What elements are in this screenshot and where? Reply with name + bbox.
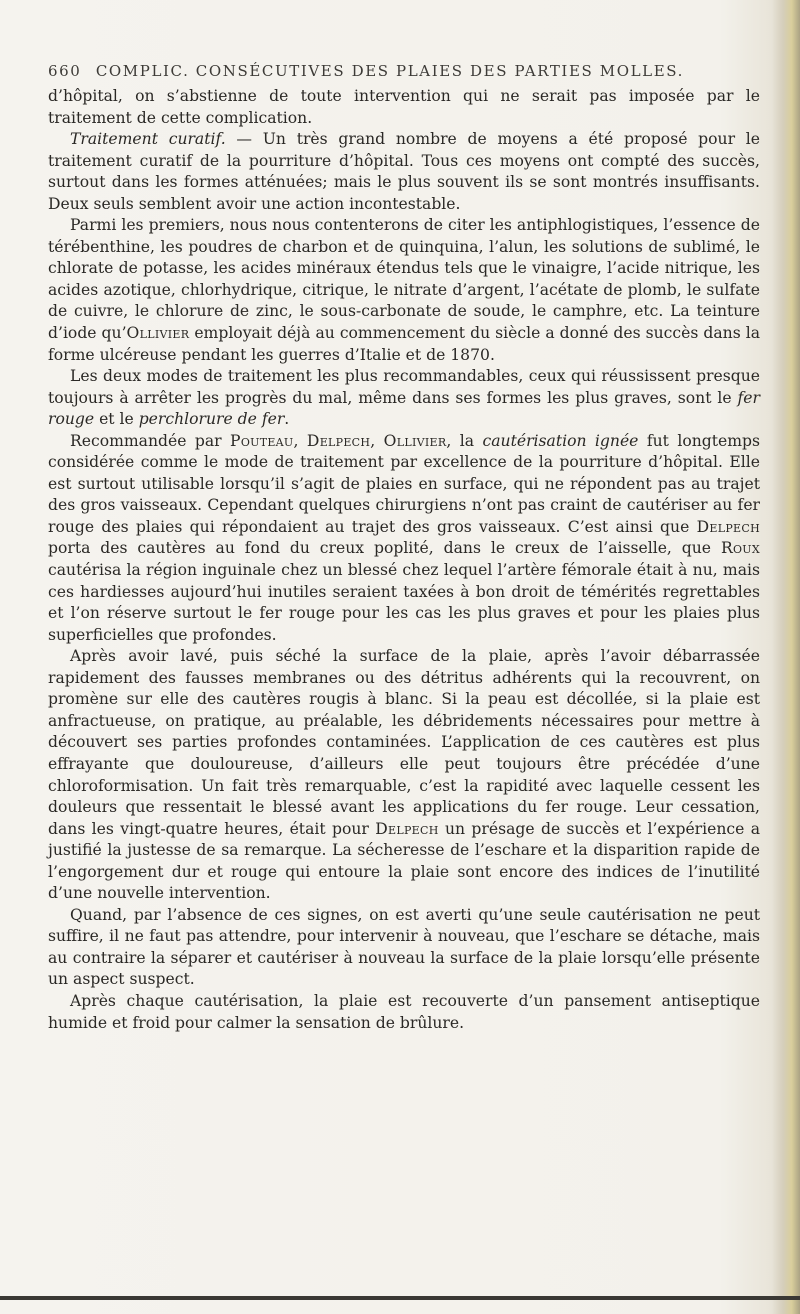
text-run: Recommandée par bbox=[70, 431, 231, 450]
author-name: Ollivier bbox=[383, 431, 447, 450]
author-name: Ollivier bbox=[126, 324, 190, 343]
author-name: Delpech bbox=[306, 431, 371, 450]
paragraph: d’hôpital, on s’abstienne de toute intervention qui ne serait pas imposée par le traitement de cette complication. bbox=[48, 87, 760, 127]
paragraph bbox=[48, 431, 760, 646]
paragraph-treatment bbox=[48, 129, 760, 215]
paragraph bbox=[48, 646, 760, 905]
paragraph bbox=[48, 366, 760, 431]
running-header bbox=[48, 62, 758, 80]
paragraph bbox=[48, 215, 760, 366]
text-run: Parmi les premiers, nous nous contenterons de citer les antiphlogistiques, l’essence de térébenthine, les poudres de charbon et de quinquina, l’alun, les solutions de sublimé, le chlorate de potasse, les acides minéraux étendus tels que le vinaigre, l’acide nitrique, les acides azotique, chlorhydrique, citrique, le nitrate d’argent, l’acétate de plomb, le sulfate de cuivre, le chlorure de zinc, le sous-carbonate de soude, le camphre, etc. La teinture d’iode qu’ bbox=[48, 216, 760, 343]
section-heading: Traitement curatif. bbox=[70, 130, 226, 149]
text-run: un présage de succès et l’expérience a justifié la justesse de sa remarque. La sécheresse de l’eschare et la disparition rapide de l’engorgement dur et rouge qui entoure la plaie sont encore des indices de l’inutilité d’une nouvelle intervention. bbox=[48, 819, 760, 903]
text-run: et le bbox=[94, 410, 139, 429]
paragraph-text: — Un très grand nombre de moyens a été proposé pour le traitement curatif de la pourriture d’hôpital. Tous ces moyens ont compté des succès, surtout dans les formes atténuées; mais le plus souvent ils se sont montrés insuffisants. Deux seuls semblent avoir une action incontestable. bbox=[48, 130, 760, 213]
emphasis: cautérisation ignée bbox=[482, 431, 639, 450]
body-text bbox=[48, 86, 760, 1034]
emphasis: fer rouge bbox=[48, 388, 760, 429]
emphasis: perchlorure de fer bbox=[138, 410, 285, 429]
author-name: Pouteau bbox=[230, 431, 294, 450]
text-run: Les deux modes de traitement les plus recommandables, ceux qui réussissent presque toujours à arrêter les progrès du mal, même dans ses formes les plus graves, sont le bbox=[48, 367, 760, 407]
text-run: porta des cautères au fond du creux poplité, dans le creux de l’aisselle, que bbox=[48, 539, 721, 558]
author-name: Delpech bbox=[375, 819, 439, 838]
text-run: cautérisa la région inguinale chez un blessé chez lequel l’artère fémorale était à nu, mais ces hardiesses aujourd’hui inutiles seraient taxées à bon droit de témérités regrettables et l’on réserve surtout le fer rouge pour les cas les plus graves et pour les plaies plus superficielles que profondes. bbox=[48, 561, 760, 644]
text-run: fut longtemps considérée comme le mode de traitement par excellence de la pourriture d’hôpital. Elle est surtout utilisable lorsqu’il s’agit de plaies en surface, qui ne répondent pas au trajet des gros vaisseaux. Cependant quelques chirurgiens n’ont pas craint de cautériser au fer rouge des plaies qui répondaient au trajet des gros vaisseaux. C’est ainsi que bbox=[48, 431, 761, 536]
page-gutter-shadow bbox=[772, 0, 800, 1314]
author-name: Roux bbox=[720, 539, 760, 558]
text-run: . bbox=[284, 410, 290, 429]
author-name: Delpech bbox=[696, 517, 760, 536]
text-run: , bbox=[293, 431, 307, 450]
text-run: Après avoir lavé, puis séché la surface de la plaie, après l’avoir débarrassée rapidement des fausses membranes ou des détritus adhérents qui la recouvrent, on promène sur elle des cautères rougis à blanc. Si la peau est décollée, si la plaie est anfractueuse, on pratique, au préalable, les débridements nécessaires pour mettre à découvert ses parties profondes contaminées. L’application de ces cautères est plus effrayante que douloureuse, d’ailleurs elle peut toujours être précédée d’une chloroformisation. Un fait très remarquable, c’est la rapidité avec laquelle cessent les douleurs que ressentait le blessé avant les applications du fer rouge. Leur cessation, dans les vingt-quatre heures, était pour bbox=[48, 647, 760, 838]
paragraph: Quand, par l’absence de ces signes, on est averti qu’une seule cautérisation ne peut suffire, il ne faut pas attendre, pour intervenir à nouveau, que l’eschare se détache, mais au contraire la séparer et cautériser à nouveau la surface de la plaie lorsqu’elle présente un aspect suspect. bbox=[48, 905, 760, 989]
running-title: COMPLIC. CONSÉCUTIVES DES PLAIES DES PARTIES MOLLES. bbox=[95, 62, 684, 80]
page-bottom-edge bbox=[0, 1296, 800, 1300]
paragraph: Après chaque cautérisation, la plaie est recouverte d’un pansement antiseptique humide et froid pour calmer la sensation de brûlure. bbox=[48, 991, 760, 1032]
text-run: employait déjà au commencement du siècle a donné des succès dans la forme ulcéreuse pendant les guerres d’Italie et de 1870. bbox=[48, 324, 761, 364]
page-number: 660 bbox=[48, 62, 82, 80]
text-run: , bbox=[370, 431, 384, 450]
text-run: , la bbox=[446, 431, 483, 450]
